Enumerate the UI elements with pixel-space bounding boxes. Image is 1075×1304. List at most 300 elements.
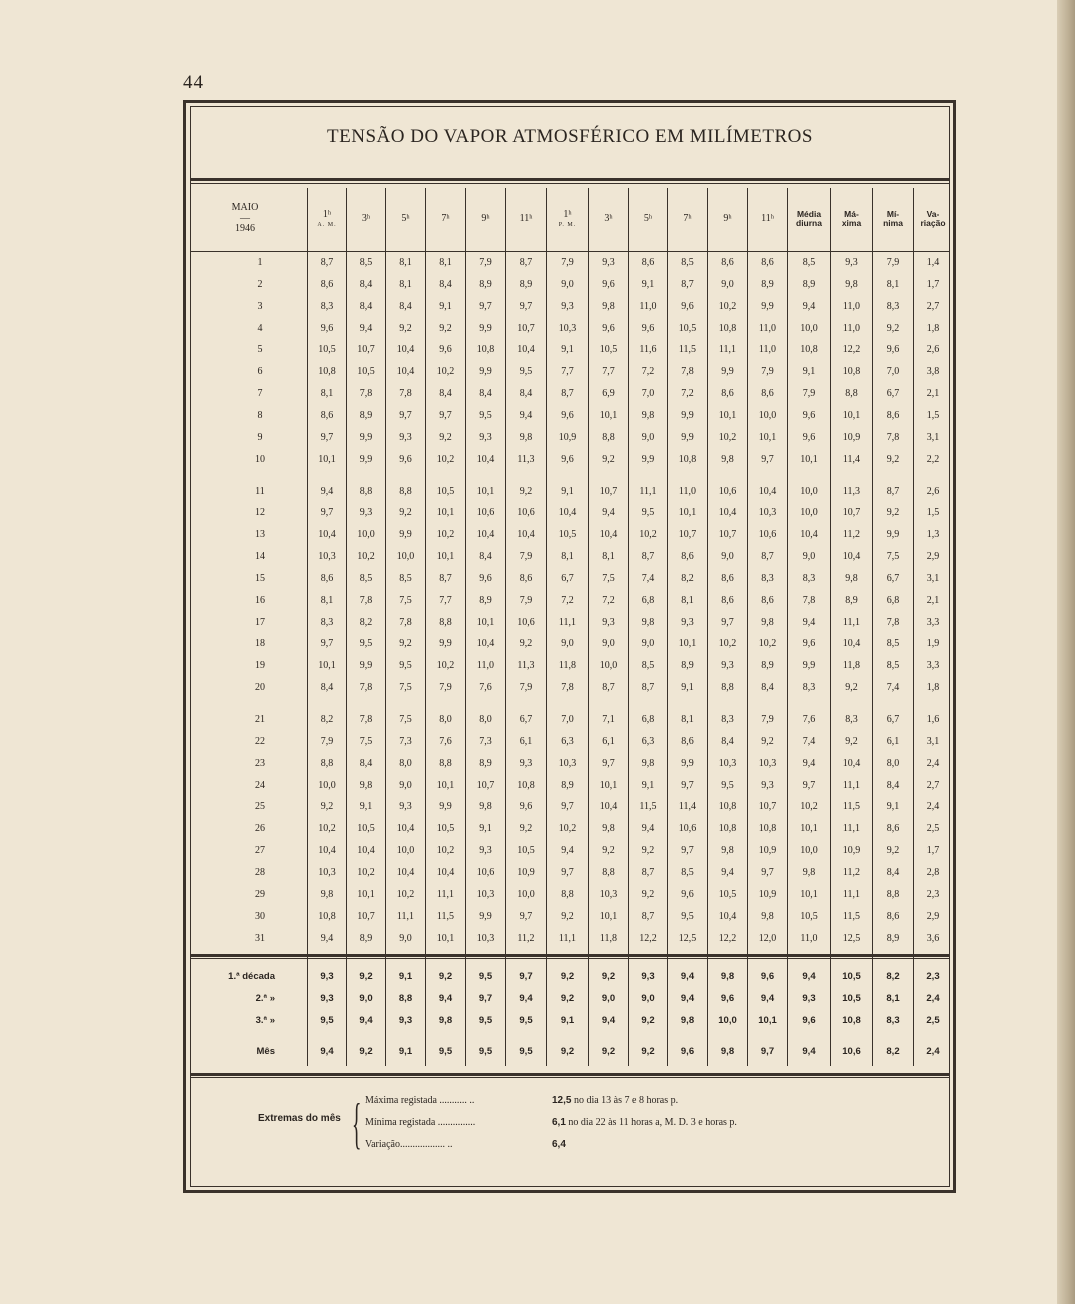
- value-cell: 9,4: [602, 507, 615, 519]
- table-title: TENSÃO DO VAPOR ATMOSFÉRICO EM MILÍMETROS: [327, 126, 813, 147]
- value-cell: 10,8: [678, 453, 697, 465]
- value-cell: 9,7: [519, 910, 533, 922]
- value-cell: 9,6: [561, 409, 574, 421]
- value-cell: 7,8: [561, 682, 574, 694]
- value-cell: 9,2: [439, 322, 452, 334]
- value-cell: 2,7: [926, 779, 940, 791]
- value-cell: 9,9: [359, 453, 373, 465]
- column-header-main: Mí-: [886, 209, 900, 220]
- value-cell: 10,4: [800, 529, 818, 541]
- summary-value: 10,8: [842, 1015, 861, 1026]
- value-cell: 9,5: [641, 507, 655, 519]
- summary-value: 2,4: [926, 993, 940, 1004]
- column-header: [629, 188, 667, 250]
- title-rule-thin: [190, 183, 950, 184]
- extreme-number: 6,4: [552, 1139, 566, 1150]
- value-cell: 9,6: [602, 322, 615, 334]
- summary-value: 9,6: [802, 1015, 816, 1026]
- column-header-main: 3ʰ: [361, 212, 371, 224]
- value-cell: 10,1: [758, 431, 777, 443]
- day-cell: 11: [255, 485, 265, 497]
- value-cell: 10,7: [476, 779, 495, 791]
- value-cell: 7,4: [886, 682, 900, 694]
- value-cell: 1,8: [926, 322, 940, 334]
- value-cell: 8,8: [602, 866, 615, 878]
- value-cell: 7,4: [802, 735, 816, 747]
- value-cell: 10,1: [436, 551, 455, 563]
- column-header: [668, 188, 707, 250]
- value-cell: 1,4: [926, 257, 940, 268]
- value-cell: 6,3: [561, 735, 574, 747]
- value-cell: 9,1: [641, 779, 655, 791]
- value-cell: 8,3: [802, 572, 816, 584]
- value-cell: 10,3: [558, 757, 577, 769]
- value-cell: 8,9: [761, 660, 774, 672]
- value-cell: 10,8: [718, 322, 737, 334]
- value-cell: 8,4: [439, 388, 452, 400]
- value-cell: 9,2: [845, 682, 858, 694]
- value-cell: 1,5: [926, 507, 940, 519]
- value-cell: 10,4: [842, 551, 861, 563]
- value-cell: 10,1: [599, 910, 618, 922]
- value-cell: 2,4: [926, 757, 940, 769]
- summary-value: 8,3: [886, 1015, 900, 1026]
- value-cell: 11,0: [639, 300, 657, 312]
- value-cell: 9,0: [802, 551, 816, 563]
- value-cell: 8,6: [320, 409, 334, 421]
- day-cell: 30: [255, 910, 265, 922]
- column-header: [386, 188, 425, 250]
- value-cell: 10,4: [476, 453, 495, 465]
- value-cell: 1,7: [926, 845, 940, 857]
- value-cell: 10,8: [517, 779, 535, 791]
- value-cell: 8,4: [721, 735, 734, 747]
- header-rule: [190, 251, 950, 252]
- column-header-main: 11ʰ: [519, 212, 533, 224]
- value-cell: 9,1: [681, 682, 694, 694]
- value-cell: 10,6: [476, 866, 495, 878]
- value-cell: 8,2: [320, 714, 334, 725]
- value-cell: 11,8: [842, 660, 861, 672]
- value-cell: 9,7: [681, 845, 694, 857]
- value-cell: 10,1: [599, 409, 618, 421]
- value-cell: 7,9: [561, 257, 574, 268]
- value-cell: 8,4: [359, 757, 373, 769]
- value-cell: 9,6: [320, 322, 334, 334]
- value-cell: 7,5: [399, 682, 412, 694]
- value-cell: 9,2: [845, 735, 858, 747]
- value-cell: 10,4: [599, 801, 618, 813]
- value-cell: 9,7: [561, 801, 574, 813]
- summary-value: 9,6: [760, 971, 775, 982]
- day-cell: 28: [255, 866, 265, 878]
- value-cell: 10,0: [800, 322, 818, 334]
- value-cell: 9,2: [602, 845, 615, 857]
- book-spine: [1057, 0, 1075, 1304]
- value-cell: 9,5: [519, 366, 533, 378]
- value-cell: 9,7: [439, 409, 452, 421]
- value-cell: 8,1: [561, 551, 574, 563]
- value-cell: 9,2: [561, 910, 574, 922]
- value-cell: 6,7: [886, 714, 900, 725]
- column-header-sub: diurna: [796, 218, 822, 228]
- value-cell: 9,9: [681, 431, 694, 443]
- value-cell: 10,4: [599, 529, 618, 541]
- summary-value: 9,4: [802, 1046, 816, 1057]
- value-cell: 7,5: [399, 594, 412, 606]
- value-cell: 11,0: [476, 660, 495, 672]
- value-cell: 8,9: [802, 278, 816, 290]
- value-cell: 9,9: [681, 757, 694, 769]
- summary-rule: [190, 958, 950, 959]
- value-cell: 10,4: [396, 823, 415, 835]
- column-header: [831, 188, 872, 250]
- value-cell: 9,4: [561, 845, 574, 857]
- value-cell: 9,8: [845, 278, 858, 290]
- value-cell: 10,4: [517, 344, 535, 356]
- column-header: [589, 188, 628, 250]
- summary-value: 9,4: [438, 993, 453, 1004]
- value-cell: 9,2: [320, 801, 334, 813]
- value-cell: 10,4: [517, 529, 535, 541]
- summary-value: 8,8: [398, 993, 413, 1004]
- value-cell: 2,1: [926, 388, 940, 400]
- value-cell: 11,4: [678, 801, 697, 813]
- day-cell: 20: [255, 682, 265, 694]
- summary-value: 9,7: [478, 993, 493, 1004]
- value-cell: 12,2: [842, 344, 861, 356]
- value-cell: 10,1: [800, 823, 818, 835]
- value-cell: 8,7: [320, 257, 334, 268]
- value-cell: 10,1: [436, 932, 455, 944]
- value-cell: 12,2: [639, 932, 657, 944]
- value-cell: 9,2: [399, 322, 412, 334]
- value-cell: 10,1: [436, 779, 455, 791]
- value-cell: 8,2: [359, 616, 373, 628]
- summary-value: 9,2: [359, 1046, 373, 1057]
- value-cell: 10,5: [436, 823, 455, 835]
- value-cell: 10,4: [396, 344, 415, 356]
- value-cell: 11,0: [842, 300, 861, 312]
- value-cell: 9,6: [641, 322, 655, 334]
- value-cell: 1,7: [926, 278, 940, 290]
- value-cell: 10,3: [318, 866, 336, 878]
- day-cell: 29: [255, 888, 265, 900]
- value-cell: 12,2: [718, 932, 737, 944]
- value-cell: 7,8: [681, 366, 694, 378]
- day-cell: 16: [255, 594, 265, 606]
- value-cell: 9,0: [721, 551, 734, 563]
- summary-label: Mês: [256, 1046, 275, 1057]
- summary-value: 9,6: [680, 1046, 695, 1057]
- value-cell: 9,6: [802, 638, 816, 650]
- value-cell: 10,4: [396, 866, 415, 878]
- value-cell: 6,7: [519, 714, 533, 725]
- summary-value: 9,5: [478, 1015, 493, 1026]
- value-cell: 10,2: [758, 638, 777, 650]
- value-cell: 10,2: [718, 300, 737, 312]
- value-cell: 10,3: [476, 888, 495, 900]
- value-cell: 12,5: [842, 932, 861, 944]
- value-cell: 10,3: [476, 932, 495, 944]
- value-cell: 9,7: [320, 638, 334, 650]
- value-cell: 9,7: [399, 409, 412, 421]
- value-cell: 9,8: [802, 866, 816, 878]
- value-cell: 10,2: [436, 660, 455, 672]
- value-cell: 10,1: [800, 453, 818, 465]
- value-cell: 10,5: [558, 529, 577, 541]
- value-cell: 10,2: [436, 366, 455, 378]
- summary-value: 9,3: [398, 1015, 413, 1026]
- value-cell: 8,8: [845, 388, 858, 400]
- value-cell: 9,0: [399, 779, 412, 791]
- value-cell: 8,6: [721, 572, 734, 584]
- value-cell: 9,1: [479, 823, 492, 835]
- value-cell: 9,1: [439, 300, 452, 312]
- value-cell: 8,6: [761, 388, 774, 400]
- value-cell: 8,6: [320, 278, 334, 290]
- value-cell: 8,7: [439, 572, 452, 584]
- value-cell: 7,9: [761, 366, 774, 378]
- summary-value: 9,1: [398, 971, 413, 982]
- value-cell: 8,7: [761, 551, 774, 563]
- value-cell: 8,6: [519, 572, 533, 584]
- value-cell: 1,8: [926, 682, 940, 694]
- summary-value: 9,5: [438, 1046, 453, 1057]
- value-cell: 9,8: [602, 300, 615, 312]
- value-cell: 6,8: [886, 594, 900, 606]
- day-cell: 6: [257, 366, 263, 378]
- value-cell: 10,7: [357, 344, 375, 356]
- value-cell: 9,0: [561, 278, 574, 290]
- value-cell: 8,8: [359, 485, 373, 497]
- header-dash: —: [240, 212, 250, 224]
- value-cell: 8,4: [359, 300, 373, 312]
- value-cell: 8,4: [439, 278, 452, 290]
- value-cell: 7,5: [359, 735, 373, 747]
- value-cell: 7,3: [479, 735, 492, 747]
- value-cell: 8,4: [320, 682, 334, 694]
- value-cell: 10,2: [800, 801, 818, 813]
- value-cell: 10,4: [318, 529, 336, 541]
- value-cell: 10,1: [476, 485, 495, 497]
- summary-value: 9,7: [760, 1046, 775, 1057]
- value-cell: 9,8: [479, 801, 492, 813]
- value-cell: 8,4: [519, 388, 533, 400]
- value-cell: 8,1: [886, 278, 900, 290]
- extreme-name: Variação.................. ..: [365, 1139, 453, 1150]
- value-cell: 10,1: [842, 409, 861, 421]
- day-cell: 7: [257, 388, 263, 400]
- value-cell: 8,1: [681, 594, 694, 606]
- value-cell: 9,0: [641, 431, 655, 443]
- value-cell: 10,5: [599, 344, 618, 356]
- value-cell: 6,8: [641, 714, 655, 725]
- value-cell: 8,7: [641, 866, 655, 878]
- column-header: [466, 188, 505, 250]
- column-header-sub: A. M.: [317, 221, 337, 228]
- value-cell: 8,7: [519, 257, 533, 268]
- summary-value: 9,4: [760, 993, 775, 1004]
- value-cell: 10,1: [318, 453, 336, 465]
- value-cell: 8,7: [561, 388, 574, 400]
- value-cell: 11,1: [842, 779, 861, 791]
- value-cell: 9,8: [721, 845, 734, 857]
- value-cell: 10,8: [318, 910, 336, 922]
- value-cell: 8,6: [721, 388, 734, 400]
- day-cell: 17: [255, 616, 265, 628]
- value-cell: 9,2: [761, 735, 774, 747]
- extreme-value: [552, 1095, 678, 1106]
- column-header: [426, 188, 465, 250]
- value-cell: 9,9: [641, 453, 655, 465]
- value-cell: 8,5: [681, 257, 694, 268]
- day-cell: 14: [255, 551, 265, 563]
- summary-label: 2.ª »: [255, 993, 275, 1004]
- value-cell: 10,2: [436, 453, 455, 465]
- value-cell: 7,3: [399, 735, 412, 747]
- value-cell: 10,8: [476, 344, 495, 356]
- value-cell: 11,1: [718, 344, 737, 356]
- value-cell: 7,4: [641, 572, 655, 584]
- value-cell: 9,2: [519, 485, 533, 497]
- value-cell: 10,3: [599, 888, 618, 900]
- value-cell: 8,1: [439, 257, 452, 268]
- value-cell: 10,5: [678, 322, 697, 334]
- value-cell: 10,2: [396, 888, 415, 900]
- column-header-main: Média: [796, 209, 822, 220]
- value-cell: 11,5: [678, 344, 697, 356]
- value-cell: 9,2: [399, 507, 412, 519]
- column-header-main: 11ʰ: [761, 212, 774, 224]
- value-cell: 10,4: [842, 638, 861, 650]
- value-cell: 7,8: [886, 431, 900, 443]
- value-cell: 9,6: [802, 431, 816, 443]
- value-cell: 2,5: [926, 823, 940, 835]
- column-header: [547, 188, 588, 250]
- value-cell: 7,2: [602, 594, 615, 606]
- value-cell: 10,0: [758, 409, 777, 421]
- value-cell: 10,3: [758, 507, 777, 519]
- summary-value: 9,4: [519, 993, 533, 1004]
- value-cell: 10,1: [599, 779, 618, 791]
- value-cell: 9,7: [602, 757, 615, 769]
- value-cell: 8,9: [359, 932, 373, 944]
- value-cell: 8,1: [399, 257, 412, 268]
- value-cell: 10,5: [357, 366, 375, 378]
- value-cell: 8,5: [802, 257, 816, 268]
- value-cell: 8,3: [320, 616, 334, 628]
- value-cell: 10,6: [517, 616, 535, 628]
- value-cell: 9,2: [641, 888, 655, 900]
- value-cell: 10,0: [800, 507, 818, 519]
- value-cell: 11,1: [842, 616, 861, 628]
- summary-value: 9,5: [519, 1046, 533, 1057]
- day-cell: 12: [255, 507, 265, 519]
- value-cell: 8,9: [561, 779, 574, 791]
- value-cell: 9,1: [359, 801, 373, 813]
- value-cell: 9,6: [561, 453, 574, 465]
- summary-value: 2,5: [926, 1015, 940, 1026]
- summary-value: 9,0: [359, 993, 373, 1004]
- value-cell: 9,5: [479, 409, 492, 421]
- value-cell: 10,0: [599, 660, 618, 672]
- value-cell: 8,4: [399, 300, 412, 312]
- value-cell: 7,0: [641, 388, 655, 400]
- value-cell: 10,0: [800, 485, 818, 497]
- value-cell: 7,9: [802, 388, 816, 400]
- column-header: [914, 188, 952, 250]
- value-cell: 9,8: [602, 823, 615, 835]
- value-cell: 7,6: [479, 682, 492, 694]
- value-cell: 10,2: [718, 638, 737, 650]
- value-cell: 8,3: [802, 682, 816, 694]
- value-cell: 8,5: [399, 572, 412, 584]
- value-cell: 9,6: [439, 344, 452, 356]
- value-cell: 10,4: [842, 757, 861, 769]
- value-cell: 8,3: [721, 714, 734, 725]
- value-cell: 11,2: [842, 866, 861, 878]
- summary-value: 9,4: [359, 1015, 373, 1026]
- value-cell: 9,7: [761, 866, 774, 878]
- value-cell: 10,9: [517, 866, 535, 878]
- summary-value: 10,1: [758, 1015, 777, 1026]
- value-cell: 9,6: [399, 453, 412, 465]
- summary-value: 9,8: [438, 1015, 453, 1026]
- value-cell: 9,2: [641, 845, 655, 857]
- value-cell: 8,7: [681, 278, 694, 290]
- extreme-detail: no dia 22 às 11 horas a, M. D. 3 e horas p.: [565, 1117, 737, 1128]
- value-cell: 6,1: [519, 735, 533, 747]
- value-cell: 8,8: [439, 616, 452, 628]
- value-cell: 9,8: [761, 616, 774, 628]
- value-cell: 9,8: [641, 616, 655, 628]
- value-cell: 8,5: [359, 572, 373, 584]
- value-cell: 10,3: [758, 757, 777, 769]
- value-cell: 10,8: [718, 823, 737, 835]
- day-cell: 4: [257, 322, 263, 334]
- summary-value: 10,0: [718, 1015, 737, 1026]
- value-cell: 10,4: [318, 845, 336, 857]
- value-cell: 9,7: [802, 779, 816, 791]
- value-cell: 6,1: [602, 735, 615, 747]
- column-header-main: Má-: [844, 209, 859, 220]
- value-cell: 2,9: [926, 910, 940, 922]
- column-header: [347, 188, 385, 250]
- value-cell: 6,1: [886, 735, 900, 747]
- value-cell: 8,4: [886, 779, 900, 791]
- day-cell: 18: [255, 638, 265, 650]
- value-cell: 9,3: [845, 257, 858, 268]
- column-header-main: 3ʰ: [604, 212, 613, 224]
- day-cell: 27: [255, 845, 265, 857]
- value-cell: 8,5: [681, 866, 694, 878]
- value-cell: 11,1: [639, 485, 657, 497]
- value-cell: 7,5: [602, 572, 615, 584]
- value-cell: 9,8: [761, 910, 774, 922]
- value-cell: 8,1: [681, 714, 694, 725]
- value-cell: 10,1: [318, 660, 336, 672]
- value-cell: 8,5: [641, 660, 655, 672]
- value-cell: 9,9: [479, 910, 492, 922]
- summary-value: 9,8: [720, 971, 735, 982]
- value-cell: 9,3: [561, 300, 574, 312]
- value-cell: 10,1: [718, 409, 737, 421]
- value-cell: 9,8: [641, 409, 655, 421]
- value-cell: 11,0: [800, 932, 818, 944]
- value-cell: 8,9: [479, 594, 492, 606]
- summary-value: 9,4: [320, 1046, 334, 1057]
